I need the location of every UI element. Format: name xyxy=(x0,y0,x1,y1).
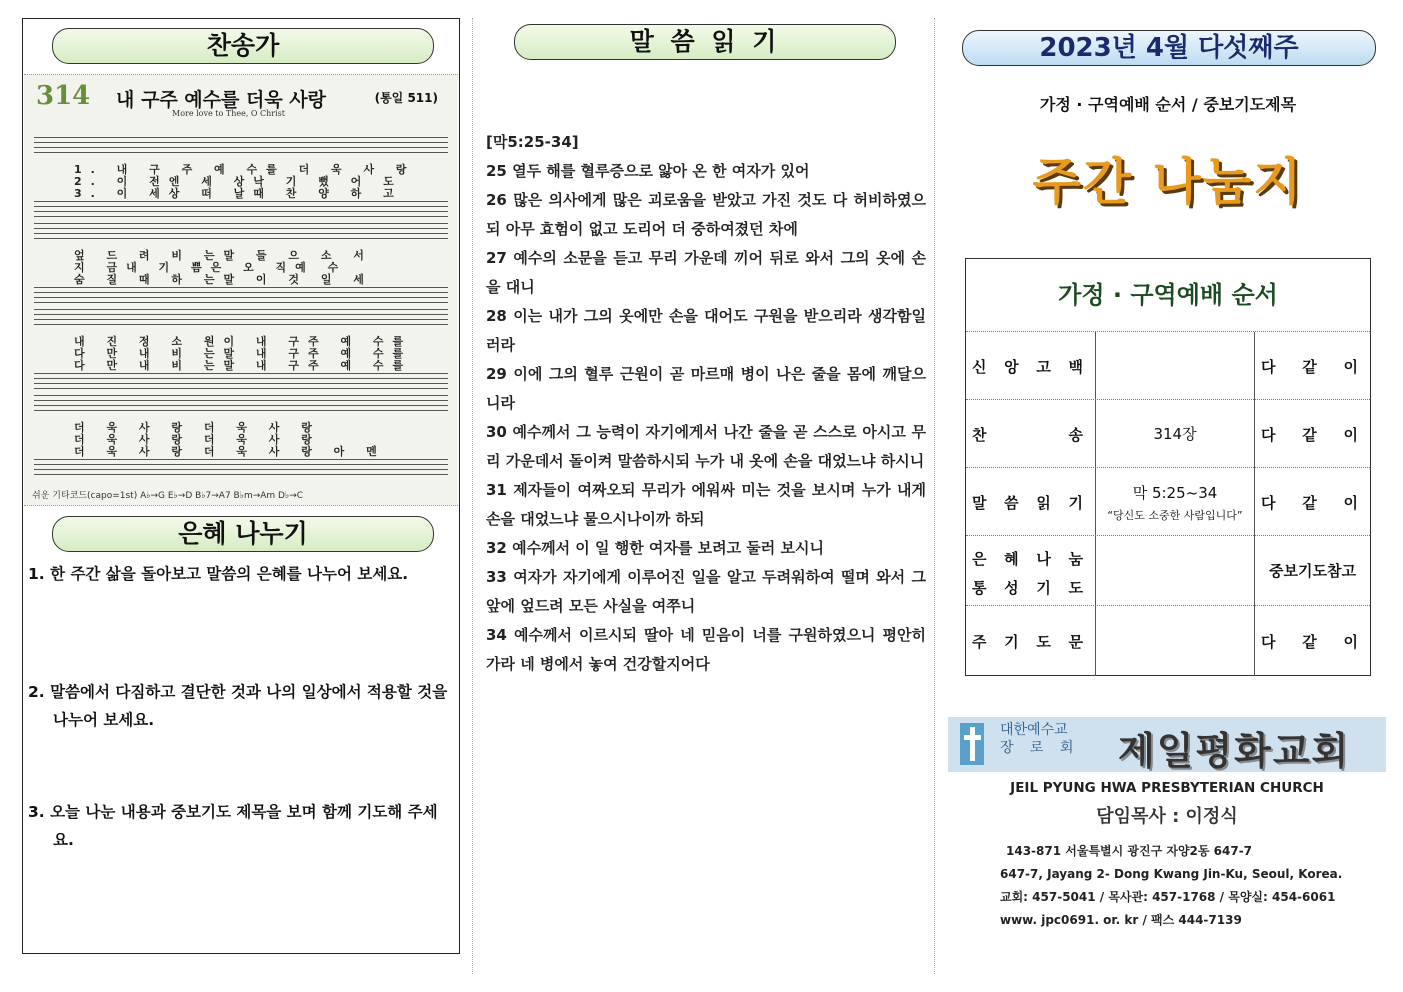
lyric-line: 숨 질 때 하 는말 이 것 일 세 xyxy=(74,273,373,286)
cross-icon xyxy=(960,723,984,765)
denomination: 대한예수교 장 로 회 xyxy=(1000,722,1080,756)
order-row xyxy=(966,535,1370,606)
scripture-reference: [막5:25-34] xyxy=(486,133,579,151)
music-system xyxy=(34,309,448,389)
order-content xyxy=(1096,606,1255,676)
order-item: 말 씀 읽 기 xyxy=(966,468,1096,536)
order-row xyxy=(966,605,1370,676)
bass-staff xyxy=(34,459,448,479)
lyric-line: 내 진 정 소 원이 내 구주 예 수를 xyxy=(74,335,413,348)
hymn-title: 내 구주 예수를 더욱 사랑 xyxy=(116,89,326,111)
order-content xyxy=(1096,332,1255,400)
order-leader: 다 같 이 xyxy=(1261,632,1358,651)
verse: 25 열두 해를 혈루증으로 앓아 온 한 여자가 있어 xyxy=(486,162,810,180)
bass-staff xyxy=(34,373,448,393)
address-line: 647-7, Jayang 2- Dong Kwang Jin-Ku, Seoul, Korea. xyxy=(1000,867,1343,881)
church-address xyxy=(1000,840,1342,932)
order-row xyxy=(966,467,1370,536)
treble-staff xyxy=(34,395,448,415)
order-leader: 다 같 이 xyxy=(1261,425,1358,444)
pastor-name: 담임목사 : 이정식 xyxy=(1096,806,1238,827)
column-divider xyxy=(934,18,935,974)
order-item: 은 혜 나 눔 통 성 기 도 xyxy=(966,536,1096,606)
sermon-title: “당신도 소중한 사람입니다” xyxy=(1107,509,1243,522)
lyric-line: 3. 이 세상 떠 날때 찬 양 하 고 xyxy=(74,187,403,200)
hymn-number: 314 xyxy=(36,81,91,111)
lyric-line: 다 만 내 비 는말 내 구주 예 수를 xyxy=(74,347,413,360)
music-system xyxy=(34,137,448,217)
lyric-line: 더 욱 사 랑 더 욱 사 랑 아 멘 xyxy=(74,445,386,458)
address-line: 143-871 서울특별시 광진구 자양2동 647-7 xyxy=(1006,844,1253,858)
order-content xyxy=(1096,468,1255,536)
verse: 27 예수의 소문을 듣고 무리 가운데 끼어 뒤로 와서 그의 옷에 손을 대니 xyxy=(486,249,926,296)
treble-staff xyxy=(34,137,448,157)
worship-order-table xyxy=(965,258,1371,676)
order-content: 314장 xyxy=(1096,400,1255,468)
order-leader: 다 같 이 xyxy=(1261,357,1358,376)
website-link[interactable]: www. jpc0691. or. kr / 팩스 444-7139 xyxy=(1000,913,1242,927)
lyric-line: 더 욱 사 랑 더 욱 사 랑 xyxy=(74,433,321,446)
order-row xyxy=(966,331,1370,400)
scripture-text xyxy=(486,128,926,679)
bass-staff xyxy=(34,201,448,221)
grace-item: 1. 한 주간 삶을 돌아보고 말씀의 은혜를 나누어 보세요. xyxy=(28,565,409,583)
verse: 33 여자가 자기에게 이루어진 일을 알고 두려워하여 떨며 와서 그 앞에 엎드려 모든 사실을 여쭈니 xyxy=(486,568,926,615)
worship-order-header: 가정 · 구역예배 순서 xyxy=(1058,281,1278,309)
bulletin-subtitle: 가정 · 구역예배 순서 / 중보기도제목 xyxy=(1039,95,1297,114)
verse: 29 이에 그의 혈루 근원이 곧 마르매 병이 나은 줄을 몸에 깨달으니라 xyxy=(486,365,926,412)
lyric-line: 1. 내 구 주 예 수를 더 욱 사 랑 xyxy=(74,163,416,176)
grace-item: 2. 말씀에서 다짐하고 결단한 것과 나의 일상에서 적용할 것을 나누어 보세요. xyxy=(28,683,448,729)
music-system xyxy=(34,223,448,303)
lyric-line: 2. 이 전엔 세 상낙 기 뻤 어 도 xyxy=(74,175,403,188)
order-row xyxy=(966,399,1370,468)
scripture-ref: 막 5:25~34 xyxy=(1132,484,1218,502)
order-leader: 중보기도참고 xyxy=(1269,562,1356,580)
hymn-header: 찬송가 xyxy=(52,28,434,64)
hymn-old-number: (통일 511) xyxy=(374,91,438,105)
treble-staff xyxy=(34,223,448,243)
music-system xyxy=(34,395,448,475)
guitar-chords: 쉬운 기타코드(capo=1st) A♭→G E♭→D B♭7→A7 B♭m→Am D♭→C xyxy=(32,491,304,501)
verse: 32 예수께서 이 일 행한 여자를 보려고 둘러 보시니 xyxy=(486,539,824,557)
treble-staff xyxy=(34,309,448,329)
order-content xyxy=(1096,536,1255,606)
verse: 34 예수께서 이르시되 딸아 네 믿음이 너를 구원하였으니 평안히 가라 네 병에서 놓여 건강할지어다 xyxy=(486,626,926,673)
lyric-line: 더 욱 사 랑 더 욱 사 랑 xyxy=(74,421,321,434)
church-english-name: JEIL PYUNG HWA PRESBYTERIAN CHURCH xyxy=(1010,780,1324,796)
column-divider xyxy=(472,18,473,974)
scripture-header: 말 씀 읽 기 xyxy=(514,24,896,60)
verse: 30 예수께서 그 능력이 자기에게서 나간 줄을 곧 스스로 아시고 무리 가운데서 돌이켜 말씀하시되 누가 내 옷에 손을 대었느냐 하시니 xyxy=(486,423,926,470)
order-item: 찬 송 xyxy=(966,400,1096,468)
church-logo-band xyxy=(948,717,1386,772)
order-item: 주 기 도 문 xyxy=(966,606,1096,676)
order-item: 신 앙 고 백 xyxy=(966,332,1096,400)
lyric-line: 지 금내 기 쁨은 오 직예 수 xyxy=(74,261,348,274)
verse: 28 이는 내가 그의 옷에만 손을 대어도 구원을 받으리라 생각함일러라 xyxy=(486,307,926,354)
hymn-title-bar xyxy=(32,81,452,121)
bass-staff xyxy=(34,287,448,307)
verse: 31 제자들이 여짜오되 무리가 에워싸 미는 것을 보시며 누가 내게 손을 대었느냐 물으시나이까 하되 xyxy=(486,481,926,528)
verse: 26 많은 의사에게 많은 괴로움을 받았고 가진 것도 다 허비하였으되 아무 효험이 없고 도리어 더 중하여졌던 차에 xyxy=(486,191,926,238)
hymn-english-title: More love to Thee, O Christ xyxy=(172,109,285,118)
church-name: 제일평화교회 xyxy=(1118,729,1351,773)
lyric-line: 엎 드 려 비 는말 들 으 소 서 xyxy=(74,249,373,262)
address-line: 교회: 457-5041 / 목사관: 457-1768 / 목양실: 454-6061 xyxy=(1000,890,1336,904)
order-leader: 다 같 이 xyxy=(1261,493,1358,512)
grace-header: 은혜 나누기 xyxy=(52,516,434,552)
date-banner: 2023년 4월 다섯째주 xyxy=(962,30,1376,66)
lyric-line: 다 만 내 비 는말 내 구주 예 수를 xyxy=(74,359,413,372)
bulletin-title: 주간 나눔지 xyxy=(1032,153,1304,211)
grace-item: 3. 오늘 나눈 내용과 중보기도 제목을 보며 함께 기도해 주세요. xyxy=(28,803,438,849)
hymn-score xyxy=(24,74,458,506)
